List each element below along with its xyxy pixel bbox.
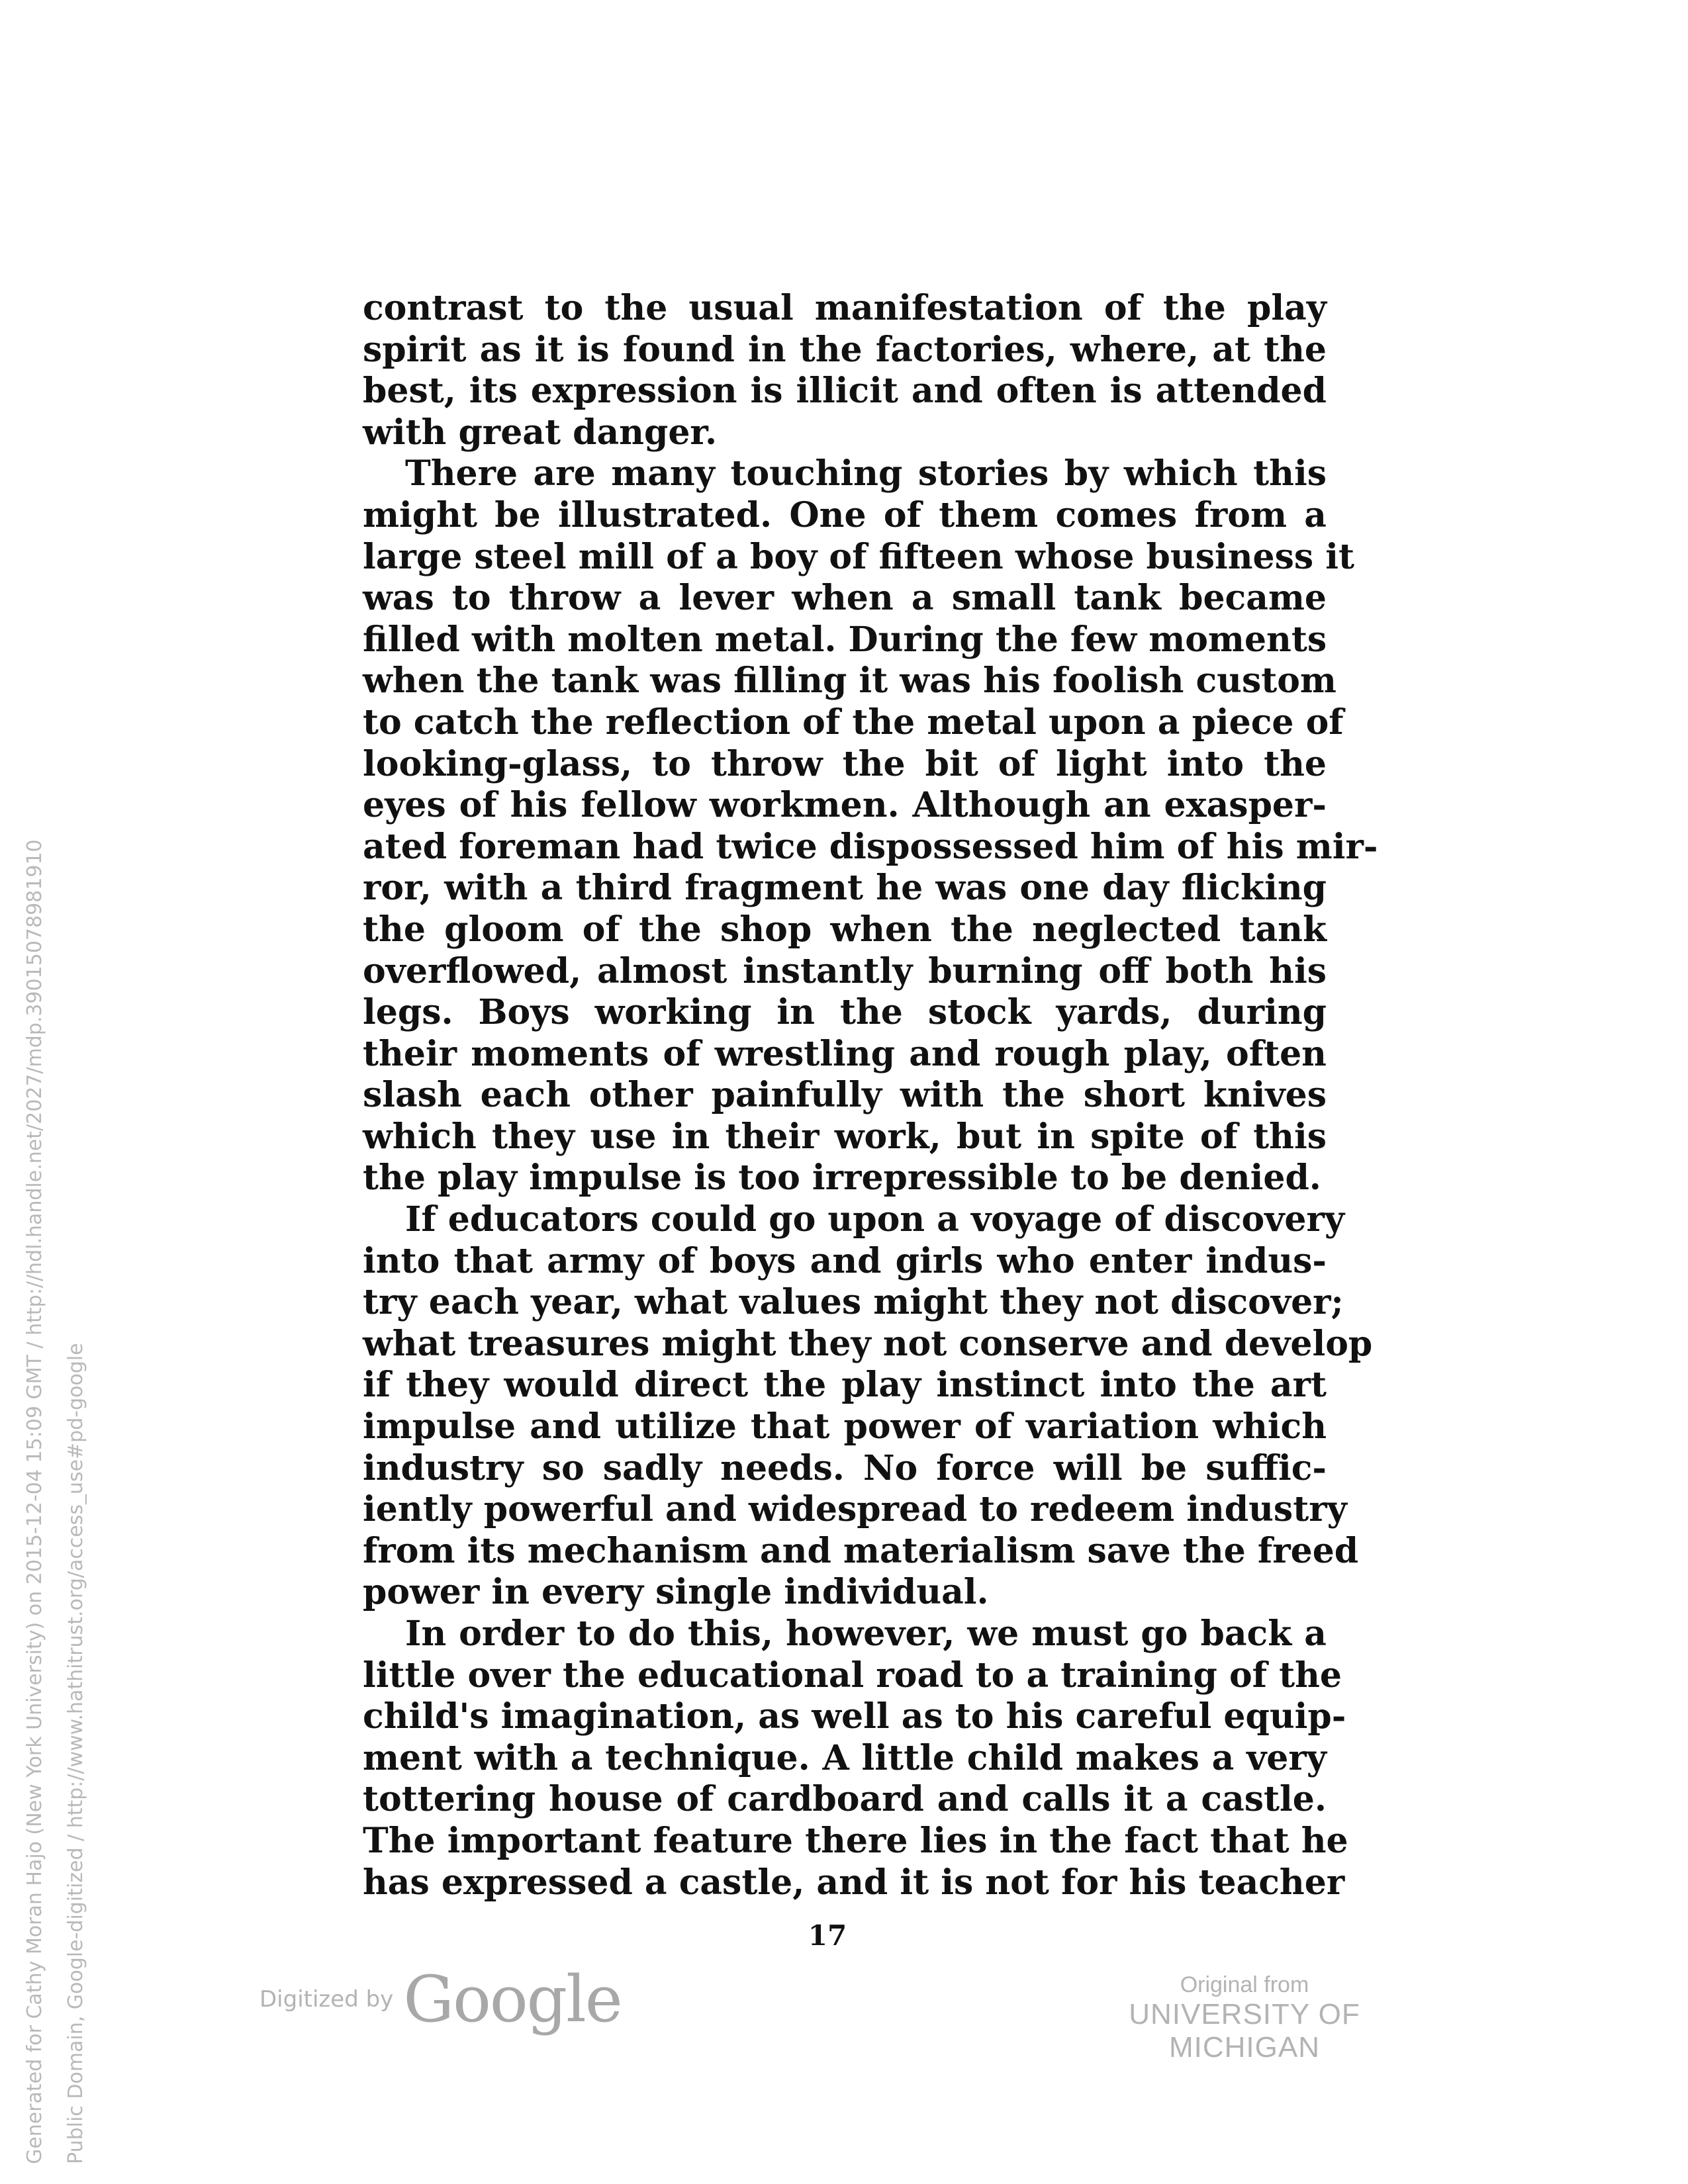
text-line: iently powerful and widespread to redeem industry [363,1489,1347,1530]
text-line: child's imagination, as well as to his careful equip- [363,1696,1346,1737]
text-line: has expressed a castle, and it is not for his teacher [363,1862,1345,1903]
text-line: tottering house of cardboard and calls it a castle. [363,1779,1327,1820]
text-line: In order to do this, however, we must go back a [405,1614,1327,1654]
text-line: slash each other painfully with the short knives [363,1075,1327,1116]
text-line: best, its expression is illicit and often is attended [363,371,1327,412]
text-line: little over the educational road to a training of the [363,1655,1342,1696]
text-line: There are many touching stories by which this [405,453,1327,494]
digitized-by-google [259,1962,622,2036]
google-logo: Google [403,1962,622,2036]
text-line: ror, with a third fragment he was one day flicking [363,868,1327,909]
text-line: into that army of boys and girls who enter indus- [363,1240,1327,1281]
text-line: try each year, what values might they not discover; [363,1282,1344,1323]
text-line: filled with molten metal. During the few moments [363,619,1327,660]
digitized-by-label: Digitized by [259,1986,394,2013]
text-line: with great danger. [363,412,718,453]
text-line: ment with a technique. A little child makes a very [363,1737,1327,1778]
text-line: from its mechanism and materialism save the freed [363,1530,1359,1571]
text-line: ated foreman had twice dispossessed him of his mir- [363,826,1378,867]
side-watermark [15,839,97,2164]
watermark-line-1: Generated for Cathy Moran Hajo (New York University) on 2015-12-04 15:09 GMT / http://hdl.handle.net/2027/mdp.39015078981910 [23,839,46,2164]
text-line: spirit as it is found in the factories, where, at the [363,329,1327,370]
text-line: The important feature there lies in the fact that he [363,1820,1348,1861]
text-line: impulse and utilize that power of variation which [363,1406,1327,1447]
text-line: what treasures might they not conserve and develop [363,1323,1373,1364]
text-line: legs. Boys working in the stock yards, during [363,992,1327,1033]
text-line: to catch the reflection of the metal upon a piece of [363,702,1344,743]
text-line: large steel mill of a boy of fifteen whose business it [363,536,1355,577]
text-line: their moments of wrestling and rough play, often [363,1033,1327,1074]
text-line: contrast to the usual manifestation of the play [363,288,1327,328]
watermark-line-2: Public Domain, Google-digitized / http://www.hathitrust.org/access_use#pd-google [64,1343,87,2164]
text-line: was to throw a lever when a small tank became [363,578,1327,619]
text-line: power in every single individual. [363,1572,989,1613]
body-text [363,288,1378,1903]
university-label: UNIVERSITY OF MICHIGAN [1129,1998,1360,2064]
text-line: might be illustrated. One of them comes from a [363,494,1327,535]
original-source [1072,1972,1417,2064]
text-line: industry so sadly needs. No force will be suffic- [363,1447,1327,1488]
text-line: eyes of his fellow workmen. Although an exasper- [363,785,1327,826]
page-number: 17 [808,1919,847,1952]
text-line: looking-glass, to throw the bit of light into the [363,743,1327,784]
text-line: the play impulse is too irrepressible to be denied. [363,1158,1321,1199]
text-line: when the tank was filling it was his foolish custom [363,660,1336,702]
original-from-label: Original from [1180,1972,1309,1997]
text-line: which they use in their work, but in spite of this [363,1116,1327,1157]
text-line: if they would direct the play instinct into the art [363,1365,1327,1406]
text-line: overflowed, almost instantly burning off both his [363,950,1327,991]
text-line: If educators could go upon a voyage of discovery [405,1199,1345,1240]
text-line: the gloom of the shop when the neglected tank [363,909,1327,950]
